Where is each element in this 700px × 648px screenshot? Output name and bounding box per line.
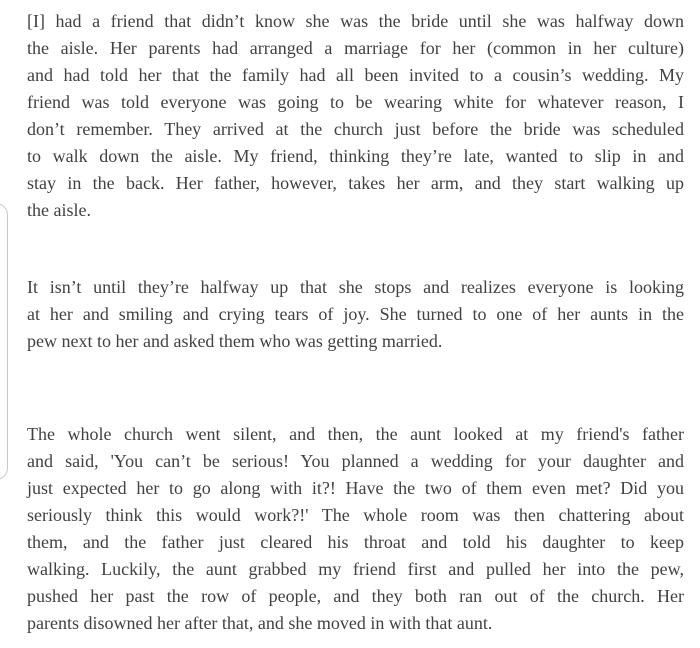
text-line: them, and the father just cleared his throat and told his daughter to keep <box>27 532 684 552</box>
story-paragraph-2 <box>27 274 684 355</box>
text-line: friend was told everyone was going to be wearing white for whatever reason, I <box>27 92 684 112</box>
text-line: It isn’t until they’re halfway up that she stops and realizes everyone is looking <box>27 277 684 297</box>
text-line: pew next to her and asked them who was getting married. <box>27 331 443 351</box>
text-line: walking. Luckily, the aunt grabbed my friend first and pulled her into the pew, <box>27 559 684 579</box>
text-line: seriously think this would work?!' The whole room was then chattering about <box>27 505 684 525</box>
text-line: parents disowned her after that, and she moved in with that aunt. <box>27 613 493 633</box>
text-line: at her and smiling and crying tears of joy. She turned to one of her aunts in the <box>27 304 684 324</box>
story-paragraph-3 <box>27 421 684 637</box>
text-line: [I] had a friend that didn’t know she was the bride until she was halfway down <box>27 11 684 31</box>
text-line: the aisle. <box>27 200 91 220</box>
text-line: The whole church went silent, and then, the aunt looked at my friend's father <box>27 424 684 444</box>
adjacent-card-edge <box>0 203 8 480</box>
text-line: to walk down the aisle. My friend, thinking they’re late, wanted to slip in and <box>27 146 684 166</box>
text-line: just expected her to go along with it?! Have the two of them even met? Did you <box>27 478 684 498</box>
text-line: don’t remember. They arrived at the church just before the bride was scheduled <box>27 119 684 139</box>
text-line: stay in the back. Her father, however, takes her arm, and they start walking up <box>27 173 684 193</box>
story-paragraph-1 <box>27 8 684 224</box>
text-line: and had told her that the family had all been invited to a cousin’s wedding. My <box>27 65 684 85</box>
text-line: the aisle. Her parents had arranged a marriage for her (common in her culture) <box>27 38 684 58</box>
text-line: and said, 'You can’t be serious! You planned a wedding for your daughter and <box>27 451 684 471</box>
text-line: pushed her past the row of people, and they both ran out of the church. Her <box>27 586 684 606</box>
